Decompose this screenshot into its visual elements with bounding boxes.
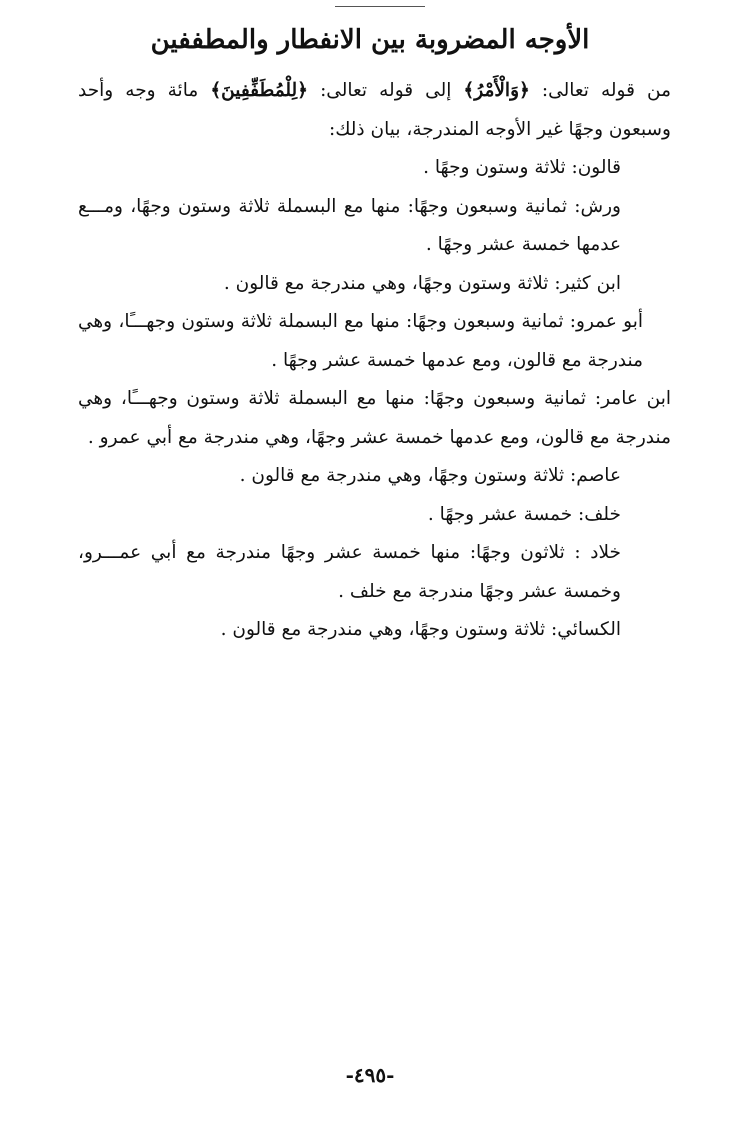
paragraph-ibn-kathir: ابن كثير: ثلاثة وستون وجهًا، وهي مندرجة مع قالون . xyxy=(223,272,621,294)
verse-bracket-open-2: ﴿ xyxy=(297,80,309,101)
main-text xyxy=(78,72,671,650)
quran-word-first: وَالْأَمْرُ xyxy=(474,80,520,101)
intro-paragraph xyxy=(78,72,671,149)
quran-word-second: لِلْمُطَفِّفِينَ xyxy=(221,80,298,101)
intro-tail: مائة وجه وأحد وسبعون وجهًا غير الأوجه المندرجة، بيان ذلك: xyxy=(78,80,671,140)
paragraph-asim: عاصم: ثلاثة وستون وجهًا، وهي مندرجة مع قالون . xyxy=(239,465,621,486)
verse-bracket-close: ﴾ xyxy=(463,80,475,101)
paragraph-ibn-amir: ابن عامر: ثمانية وسبعون وجهًا: منها مع البسملة ثلاثة وستون وجهـــًا، وهي مندرجة مع قالون، ومع عدمها خمسة عشر وجهًا، وهي مندرجة مع أبي عمرو . xyxy=(78,388,671,448)
top-rule xyxy=(335,6,425,7)
page-number: -٤٩٥- xyxy=(345,1063,395,1087)
paragraph-kisai: الكسائي: ثلاثة وستون وجهًا، وهي مندرجة مع قالون . xyxy=(220,619,621,640)
paragraph-khalaf: خلف: خمسة عشر وجهًا . xyxy=(427,503,621,525)
paragraph-abu-amr: أبو عمرو: ثمانية وسبعون وجهًا: منها مع البسملة ثلاثة وستون وجهـــًا، وهي مندرجة مع قالون، ومع عدمها خمسة عشر وجهًا . xyxy=(78,311,643,371)
verse-bracket-close-2: ﴾ xyxy=(210,80,222,101)
intro-lead: من قوله تعالى: xyxy=(529,80,671,101)
intro-between: إلى قوله تعالى: xyxy=(308,80,464,101)
paragraph-warsh: ورش: ثمانية وسبعون وجهًا: منها مع البسملة ثلاثة وستون وجهًا، ومـــع عدمها خمسة عشر وجهًا . xyxy=(78,195,621,255)
paragraph-khallad: خلاد : ثلاثون وجهًا: منها خمسة عشر وجهًا مندرجة مع أبي عمـــرو، وخمسة عشر وجهًا مندرجة مع خلف . xyxy=(78,542,621,602)
page-title: الأوجه المضروبة بين الانفطار والمطففين xyxy=(150,25,590,55)
verse-bracket-open: ﴿ xyxy=(519,80,530,101)
paragraph-qalun: قالون: ثلاثة وستون وجهًا . xyxy=(423,157,621,178)
